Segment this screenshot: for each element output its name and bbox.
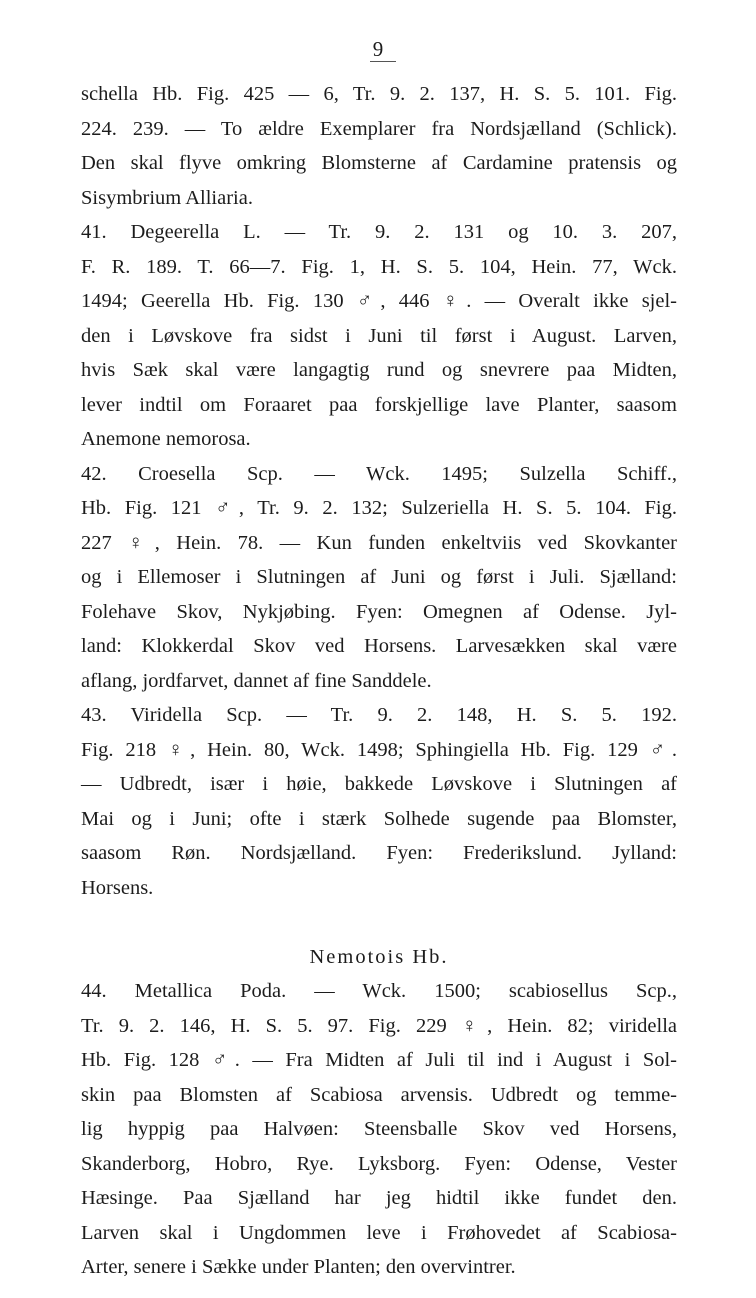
text-line: Hæsinge. Paa Sjælland har jeg hidtil ikke fundet den. [81, 1187, 677, 1209]
text-line: 227 ♀, Hein. 78. — Kun funden enkeltviis ved Skovkanter [81, 531, 677, 554]
text-line: Folehave Skov, Nykjøbing. Fyen: Omegnen af Odense. Jyl- [81, 600, 677, 623]
text-line: F. R. 189. T. 66—7. Fig. 1, H. S. 5. 104, Hein. 77, Wck. [81, 255, 677, 278]
text-line: Hb. Fig. 128 ♂. — Fra Midten af Juli til ind i August i Sol- [81, 1049, 677, 1071]
text-line: og i Ellemoser i Slutningen af Juni og først i Juli. Sjælland: [81, 566, 677, 588]
text-line: Mai og i Juni; ofte i stærk Solhede sugende paa Blomster, [81, 807, 677, 830]
text-line: skin paa Blomsten af Scabiosa arvensis. Udbredt og temme- [81, 1083, 677, 1106]
text-line: 43. Viridella Scp. — Tr. 9. 2. 148, H. S. 5. 192. [81, 704, 677, 726]
text-line: Sisymbrium Alliaria. [81, 186, 253, 209]
header-rule [370, 61, 396, 62]
text-line: Arter, senere i Sække under Planten; den overvintrer. [81, 1256, 516, 1278]
text-line: 44. Metallica Poda. — Wck. 1500; scabiosellus Scp., [81, 980, 677, 1002]
text-line: Fig. 218 ♀, Hein. 80, Wck. 1498; Sphingiella Hb. Fig. 129 ♂. [81, 738, 677, 761]
text-line: 42. Croesella Scp. — Wck. 1495; Sulzella Schiff., [81, 462, 677, 485]
text-line: den i Løvskove fra sidst i Juni til først i August. Larven, [81, 324, 677, 347]
text-line: land: Klokkerdal Skov ved Horsens. Larvesækken skal være [81, 635, 677, 657]
body-text [81, 77, 677, 1285]
text-line: schella Hb. Fig. 425 — 6, Tr. 9. 2. 137, H. S. 5. 101. Fig. [81, 83, 677, 105]
text-line: Hb. Fig. 121 ♂, Tr. 9. 2. 132; Sulzeriella H. S. 5. 104. Fig. [81, 497, 677, 519]
text-line: 41. Degeerella L. — Tr. 9. 2. 131 og 10. 3. 207, [81, 221, 677, 243]
text-line: Horsens. [81, 876, 154, 899]
text-line: aflang, jordfarvet, dannet af fine Sanddele. [81, 669, 432, 692]
text-line: saasom Røn. Nordsjælland. Fyen: Frederikslund. Jylland: [81, 842, 677, 864]
text-line: lever indtil om Foraaret paa forskjellige lave Planter, saasom [81, 393, 677, 416]
blank-line [81, 905, 677, 940]
text-line: Tr. 9. 2. 146, H. S. 5. 97. Fig. 229 ♀, Hein. 82; viridella [81, 1014, 677, 1037]
text-line: Anemone nemorosa. [81, 428, 251, 450]
section-heading: Nemotois Hb. [309, 945, 449, 968]
text-line: Den skal flyve omkring Blomsterne af Cardamine pratensis og [81, 152, 677, 174]
text-line: 1494; Geerella Hb. Fig. 130 ♂, 446 ♀. — Overalt ikke sjel- [81, 290, 677, 312]
text-line: — Udbredt, især i høie, bakkede Løvskove i Slutningen af [81, 773, 677, 795]
text-line: Larven skal i Ungdommen leve i Frøhovedet af Scabiosa- [81, 1221, 677, 1244]
text-line: 224. 239. — To ældre Exemplarer fra Nordsjælland (Schlick). [81, 117, 677, 140]
text-line: Skanderborg, Hobro, Rye. Lyksborg. Fyen: Odense, Vester [81, 1152, 677, 1175]
text-line: hvis Sæk skal være langagtig rund og snevrere paa Midten, [81, 359, 677, 381]
text-line: lig hyppig paa Halvøen: Steensballe Skov ved Horsens, [81, 1118, 677, 1140]
page-number: 9 [372, 37, 384, 61]
